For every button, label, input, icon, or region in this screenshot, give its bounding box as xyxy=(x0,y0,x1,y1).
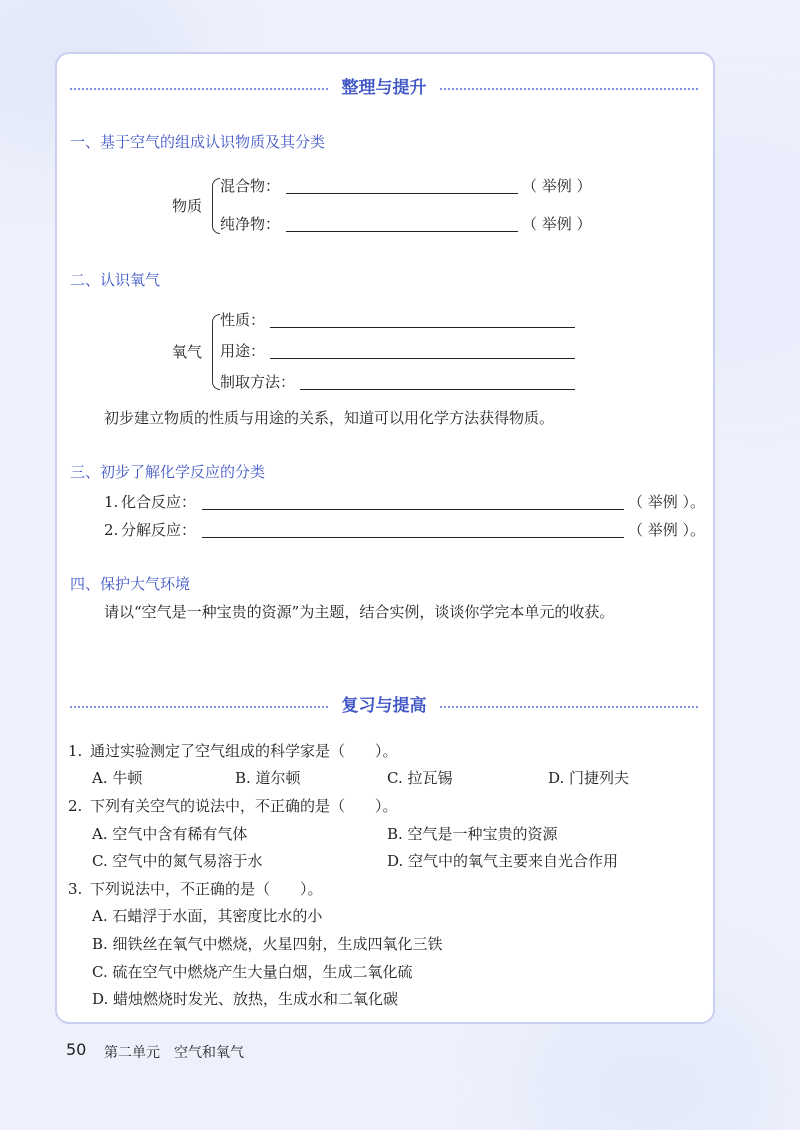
section-title: 复习与提高 xyxy=(341,696,427,716)
example-suffix: （ 举例 ）。 xyxy=(628,521,706,539)
page-number: 50 xyxy=(66,1040,87,1059)
option-c[interactable]: C. 硫在空气中燃烧产生大量白烟，生成二氧化硫 xyxy=(92,963,413,981)
brace-oxygen xyxy=(212,314,220,390)
item-label-combination: 化合反应： xyxy=(121,493,197,511)
note-text: 初步建立物质的性质与用途的关系，知道可以用化学方法获得物质。 xyxy=(104,409,555,427)
option-c[interactable]: C. 拉瓦锡 xyxy=(387,769,453,787)
example-suffix: （ 举例 ） xyxy=(522,215,592,233)
heading-part4: 四、保护大气环境 xyxy=(70,575,191,593)
question-text: 通过实验测定了空气组成的科学家是（ ）。 xyxy=(90,742,398,760)
item-number: 1. xyxy=(104,493,119,511)
section-header-review xyxy=(70,694,698,718)
option-b[interactable]: B. 细铁丝在氧气中燃烧，火星四射，生成四氧化三铁 xyxy=(92,935,443,953)
answer-blank[interactable] xyxy=(286,231,518,232)
dotted-divider xyxy=(440,706,698,708)
answer-blank[interactable] xyxy=(270,358,575,359)
item-number: 2. xyxy=(104,521,119,539)
item-label-use: 用途： xyxy=(220,342,266,360)
heading-part3: 三、初步了解化学反应的分类 xyxy=(70,463,266,481)
question-text: 下列有关空气的说法中，不正确的是（ ）。 xyxy=(90,797,398,815)
option-a[interactable]: A. 空气中含有稀有气体 xyxy=(92,825,248,843)
unit-title: 第二单元 空气和氧气 xyxy=(104,1045,244,1061)
option-a[interactable]: A. 石蜡浮于水面，其密度比水的小 xyxy=(92,907,323,925)
heading-part2: 二、认识氧气 xyxy=(70,271,161,289)
brace-substance xyxy=(212,178,220,234)
answer-blank[interactable] xyxy=(286,193,518,194)
option-b[interactable]: B. 空气是一种宝贵的资源 xyxy=(387,825,558,843)
section-title: 整理与提升 xyxy=(341,78,427,98)
question-number: 2. xyxy=(68,797,83,815)
question-number: 3. xyxy=(68,880,83,898)
example-suffix: （ 举例 ）。 xyxy=(628,493,706,511)
option-d[interactable]: D. 蜡烛燃烧时发光、放热，生成水和二氧化碳 xyxy=(92,990,399,1008)
option-a[interactable]: A. 牛顿 xyxy=(92,769,143,787)
option-d[interactable]: D. 门捷列夫 xyxy=(548,769,630,787)
item-label-property: 性质： xyxy=(220,311,266,329)
answer-blank[interactable] xyxy=(300,389,575,390)
answer-blank[interactable] xyxy=(202,509,624,510)
heading-part1: 一、基于空气的组成认识物质及其分类 xyxy=(70,133,326,151)
group-label-substance: 物质 xyxy=(172,197,203,215)
example-suffix: （ 举例 ） xyxy=(522,177,592,195)
item-label-pure: 纯净物： xyxy=(220,215,281,233)
item-label-mixture: 混合物： xyxy=(220,177,281,195)
answer-blank[interactable] xyxy=(202,537,624,538)
option-c[interactable]: C. 空气中的氮气易溶于水 xyxy=(92,852,263,870)
option-d[interactable]: D. 空气中的氧气主要来自光合作用 xyxy=(387,852,619,870)
group-label-oxygen: 氧气 xyxy=(172,343,203,361)
question-text: 下列说法中，不正确的是（ ）。 xyxy=(90,880,323,898)
option-b[interactable]: B. 道尔顿 xyxy=(235,769,301,787)
dotted-divider xyxy=(440,88,698,90)
answer-blank[interactable] xyxy=(270,327,575,328)
question-number: 1. xyxy=(68,742,83,760)
essay-prompt: 请以“空气是一种宝贵的资源”为主题，结合实例，谈谈你学完本单元的收获。 xyxy=(104,603,615,621)
section-header-summary xyxy=(70,76,698,100)
item-label-preparation: 制取方法： xyxy=(220,373,296,391)
item-label-decomposition: 分解反应： xyxy=(121,521,197,539)
